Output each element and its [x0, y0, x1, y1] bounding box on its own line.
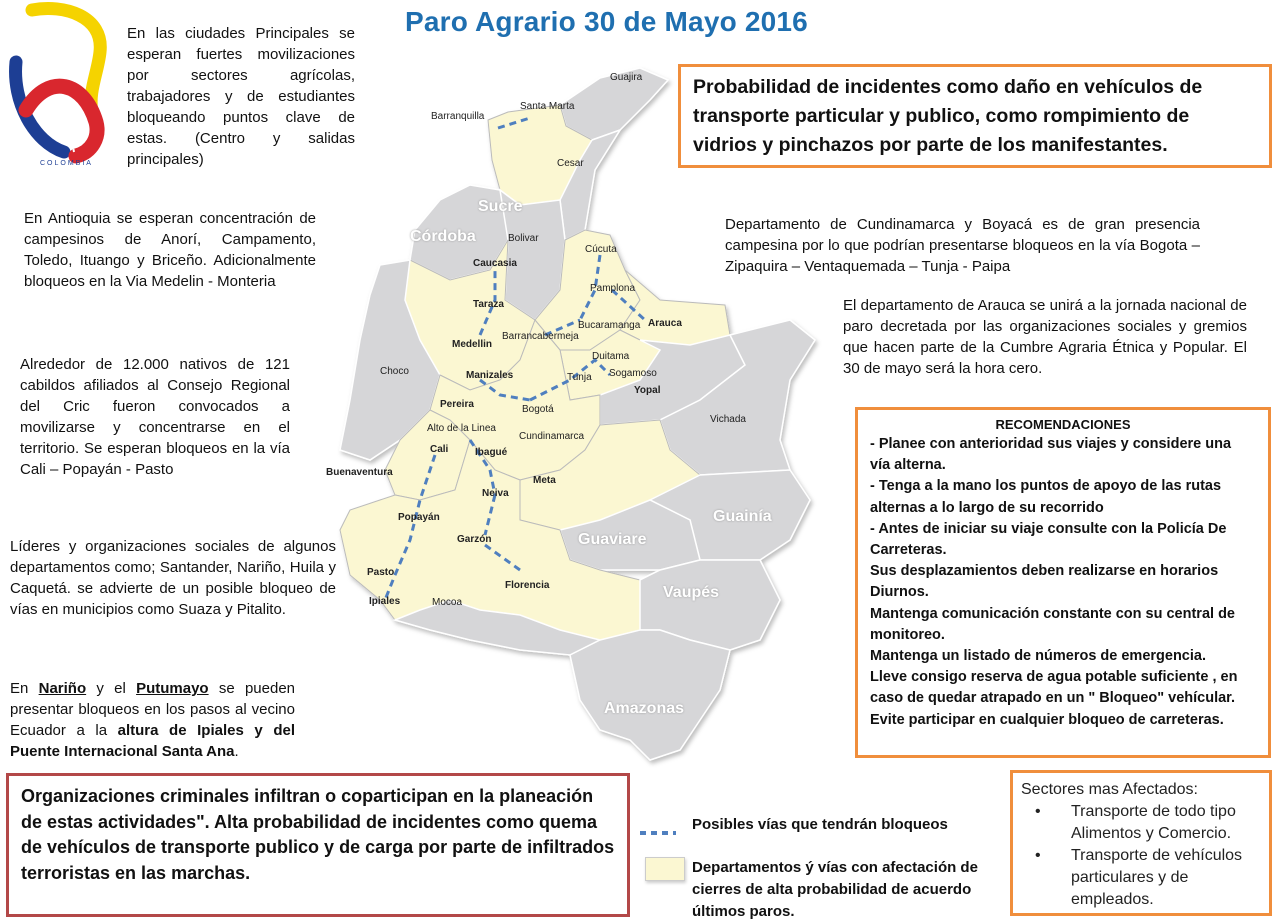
p5-text-3: se pueden presentar bloqueos en los pasos al vecino Ecuador a la [10, 680, 296, 739]
label-tunja: Tunja [567, 372, 592, 383]
p5-putumayo: Putumayo [136, 680, 209, 697]
p5-narino: Nariño [38, 680, 87, 697]
label-guainia: Guainía [713, 508, 772, 525]
incidents-box [678, 64, 1272, 168]
colombia-logo-icon [4, 2, 114, 172]
paragraph-cric: Alrededor de 12.000 nativos de 121 cabildos afiliados al Consejo Regional del Cric fueron convocados a movilizarse y concentrarse en el territorio. Se esperan bloqueos en la vía Cali – Popayán - Pasto [20, 356, 290, 478]
sector-item-line: • Transporte de vehículos [1071, 847, 1243, 864]
label-manizales: Manizales [466, 370, 514, 381]
label-cesar: Cesar [557, 158, 584, 169]
criminal-organizations-box [6, 773, 630, 917]
incidents-text: Probabilidad de incidentes como daño en vehículos de transporte particular y publico, como rompimiento de vidrios y pinchazos por parte de los manifestantes. [693, 76, 1203, 156]
legend-dashed-label: Posibles vías que tendrán bloqueos [692, 816, 948, 833]
rec-line: Mantenga un listado de números de emergencia. [870, 648, 1206, 665]
sector-item-line: empleados. [1071, 891, 1154, 908]
label-mocoa: Mocoa [432, 597, 463, 608]
label-cordoba: Córdoba [410, 228, 476, 245]
label-pamplona: Pamplona [590, 283, 636, 294]
recommendations-box [855, 407, 1271, 758]
label-ibague: Ibagué [475, 447, 508, 458]
label-bolivar: Bolivar [508, 233, 539, 244]
paragraph-antioquia: En Antioquia se esperan concentración de campesinos de Anorí, Campamento, Toledo, Ituango y Briceño. Adicionalmente bloqueos en la Via Medelin - Monteria [24, 210, 316, 290]
region-arauca [620, 270, 730, 345]
rec-line: Evite participar en cualquier bloqueo de carreteras. [870, 711, 1224, 728]
label-guajira: Guajira [610, 72, 643, 83]
logo-caption: COLOMBIA [40, 160, 93, 167]
legend-area-swatch [645, 857, 685, 881]
rec-line: Mantenga comunicación constante con su central de [870, 605, 1235, 622]
label-cali: Cali [430, 444, 449, 455]
paragraph-santander-narino: Líderes y organizaciones sociales de algunos departamentos como; Santander, Nariño, Huila y Caquetá. se advierte de un posible bloqueo de vías en municipios como Suaza y Pitalito. [10, 538, 336, 618]
label-vaupes: Vaupés [663, 584, 720, 601]
label-choco: Choco [380, 366, 409, 377]
rec-line: Sus desplazamientos deben realizarse en horarios [870, 563, 1219, 580]
sectors-box [1010, 770, 1272, 916]
sectors-title: Sectores mas Afectados: [1021, 781, 1198, 798]
colombia-logo [4, 2, 114, 172]
recommendations-title: RECOMENDACIONES [995, 417, 1131, 432]
rec-line: vía alterna. [870, 457, 946, 474]
label-barrancabermeja: Barrancabermeja [502, 331, 579, 342]
label-guaviare: Guaviare [578, 531, 647, 548]
label-sucre: Sucre [478, 198, 523, 215]
paragraph-cities: En las ciudades Principales se esperan fuertes movilizaciones por sectores agrícolas, trabajadores y de estudiantes bloqueando puntos clave de estas. (Centro y salidas principales) [127, 25, 355, 168]
rec-line: Lleve consigo reserva de agua potable suficiente , en [870, 669, 1238, 686]
p5-text-1: En [10, 680, 39, 697]
label-bogota: Bogotá [522, 404, 554, 415]
label-duitama: Duitama [592, 351, 630, 362]
label-taraza: Taraza [473, 299, 504, 310]
sector-item-line: Alimentos y Comercio. [1071, 825, 1232, 842]
region-amazonas [570, 630, 730, 760]
label-vichada: Vichada [710, 414, 746, 425]
label-barranquilla: Barranquilla [431, 111, 485, 122]
label-santa-marta: Santa Marta [520, 101, 575, 112]
label-amazonas: Amazonas [604, 700, 685, 717]
rec-line: monitoreo. [870, 626, 945, 643]
label-popayan: Popayán [398, 512, 440, 523]
label-alto-de-la-linea: Alto de la Linea [427, 423, 496, 434]
label-sogamoso: Sogamoso [609, 368, 657, 379]
label-garzon: Garzón [457, 534, 492, 545]
rec-line: - Planee con anterioridad sus viajes y considere una [870, 436, 1232, 452]
label-buenaventura: Buenaventura [326, 467, 393, 478]
paragraph-arauca: El departamento de Arauca se unirá a la jornada nacional de paro decretada por las organizaciones sociales y gremios que hacen parte de la Cumbre Agraria Étnica y Popular. El 30 de mayo será la hora cero. [843, 297, 1247, 377]
rec-line: - Tenga a la mano los puntos de apoyo de las rutas [870, 478, 1222, 495]
label-pasto: Pasto [367, 567, 395, 578]
paragraph-cundinamarca: Departamento de Cundinamarca y Boyacá es de gran presencia campesina por lo que podrían presentarse bloqueos en la vía Bogota – Zipaquira – Ventaquemada – Tunja - Paipa [725, 216, 1200, 275]
page-title: Paro Agrario 30 de Mayo 2016 [405, 6, 808, 37]
sector-item-line: particulares y de [1071, 869, 1189, 886]
rec-line: alternas a lo largo de su recorrido [870, 499, 1104, 516]
sector-item [1021, 845, 1261, 911]
criminal-organizations-text: Organizaciones criminales infiltran o coparticipan en la planeación de estas actividades". Alta probabilidad de incidentes como quema de vehículos de transporte publico y de carga por parte de infiltrados terroristas en las marchas. [21, 786, 615, 883]
label-caucasia: Caucasia [473, 258, 517, 269]
label-yopal: Yopal [634, 385, 661, 396]
rec-line: - Antes de iniciar su viaje consulte con la Policía De [870, 520, 1227, 537]
paragraph-narino-putumayo [10, 678, 295, 762]
sector-item [1021, 801, 1261, 845]
legend-dashed-icon [638, 826, 678, 840]
label-meta: Meta [533, 475, 556, 486]
label-cundinamarca: Cundinamarca [519, 431, 585, 442]
label-bucaramanga: Bucaramanga [578, 320, 641, 331]
label-cucuta: Cúcuta [585, 244, 617, 255]
rec-line: caso de quedar atrapado en un " Bloqueo" vehícular. [870, 690, 1236, 707]
legend-area-label: Departamentos ý vías con afectación de cierres de alta probabilidad de acuerdo últimos paros. [692, 859, 978, 920]
p5-text-2: y el [86, 680, 137, 697]
label-florencia: Florencia [505, 580, 550, 591]
p5-text-4: . [234, 743, 239, 760]
label-ipiales: Ipiales [369, 596, 401, 607]
label-neiva: Neiva [482, 488, 509, 499]
rec-line: Carreteras. [870, 542, 947, 559]
label-medellin: Medellin [452, 339, 493, 350]
label-pereira: Pereira [440, 399, 474, 410]
p5-bold: altura de Ipiales y del Puente Internacional Santa Ana [10, 722, 295, 760]
label-arauca: Arauca [648, 318, 682, 329]
sector-item-line: • Transporte de todo tipo [1071, 803, 1236, 820]
rec-line: Diurnos. [870, 584, 929, 601]
